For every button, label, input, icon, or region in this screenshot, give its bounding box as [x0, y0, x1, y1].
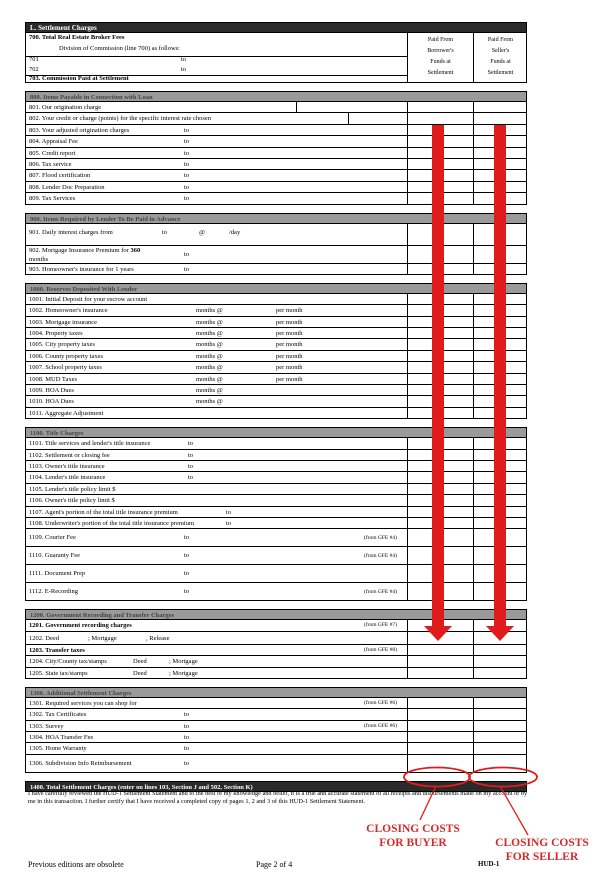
line-808: 808. Lender Doc Preparation to — [25, 182, 527, 193]
footer-page: Page 2 of 4 — [256, 860, 293, 869]
line-809: 809. Tax Services to — [25, 193, 527, 204]
line-1106: 1106. Owner's title policy limit $ — [25, 495, 527, 506]
line-1107: 1107. Agent's portion of the total title insurance premium to — [25, 507, 527, 518]
buyer-arrow-head — [424, 626, 452, 641]
line-1010: 1010. HOA Dues months @ — [25, 396, 527, 407]
seller-column-header: Paid From Seller's Funds at Settlement — [473, 33, 527, 82]
total-settlement-charges: 1400. Total Settlement Charges (enter on lines 103, Section J and 502, Section K) — [25, 781, 527, 792]
seller-annotation: CLOSING COSTS FOR SELLER — [495, 837, 589, 863]
line-802: 802. Your credit or charge (points) for the specific interest rate chosen — [25, 113, 527, 124]
line-1111: 1111. Document Prep to — [25, 565, 527, 583]
seller-pointer-line — [500, 786, 528, 835]
seller-arrow-head — [486, 626, 514, 641]
line-1004: 1004. Property taxes months @ per month — [25, 328, 527, 339]
line-1101: 1101. Title services and lender's title insurance to — [25, 438, 527, 449]
line-1102: 1102. Settlement or closing fee to — [25, 450, 527, 461]
line-1003: 1003. Mortgage insurance months @ per month — [25, 317, 527, 328]
buyer-pointer-line — [420, 786, 436, 820]
line-1007: 1007. School property taxes months @ per month — [25, 362, 527, 373]
line-1205: 1205. State tax/stamps Deed ; Mortgage — [25, 668, 527, 679]
line-1001: 1001. Initial Deposit for your escrow account — [25, 294, 527, 305]
line-1009: 1009. HOA Dues months @ — [25, 385, 527, 396]
seller-total-circle — [469, 768, 537, 787]
buyer-arrow-shaft — [432, 125, 444, 628]
line-1202: 1202. Deed ; Mortgage , Release — [25, 632, 527, 645]
buyer-annotation: CLOSING COSTS FOR BUYER — [366, 823, 460, 849]
section-700-title: 700. Total Real Estate Broker Fees — [29, 34, 125, 41]
line-1005: 1005. City property taxes months @ per month — [25, 339, 527, 350]
line-1303: 1303. Survey to (from GFE #6) — [25, 721, 527, 732]
line-1112: 1112. E-Recording to (from GFE #4) — [25, 583, 527, 601]
line-1302: 1302. Tax Certificates to — [25, 709, 527, 720]
section-900-header: 900. Items Required by Lender To Be Paid in Advance — [25, 213, 527, 224]
line-1002: 1002. Homeowner's insurance months @ per month — [25, 305, 527, 316]
line-1305: 1305. Home Warranty to — [25, 743, 527, 754]
section-700: 700. Total Real Estate Broker Fees Division of Commission (line 700) as follows: 701 to 702 to 703. Commission Paid at Settlement Paid From Borrower's Funds at Settlement Paid From Seller's Funds at Settlement — [25, 33, 527, 83]
borrower-column-header: Paid From Borrower's Funds at Settlement — [407, 33, 473, 82]
line-1109: 1109. Courier Fee to (from GFE #4) — [25, 529, 527, 547]
section-1000-header: 1000. Reserves Deposited With Lender — [25, 283, 527, 294]
certification-text: I have carefully reviewed the HUD-1 Settlement Statement and to the best of my knowledge and belief, it is a true and accurate statement of all receipts and disbursements made on my account or by me in this transaction. I further certify that I have received a completed copy of pages 1, 2 and 3 of this HUD-1 Settlement Statement. — [28, 790, 528, 805]
line-702: 702 — [29, 66, 39, 73]
line-1301: 1301. Required services you can shop for (from GFE #6) — [25, 698, 527, 709]
footer-left: Previous editions are obsolete — [28, 860, 124, 869]
line-801: 801. Our origination charge — [25, 102, 527, 113]
section-1300-header: 1300. Additional Settlement Charges — [25, 687, 527, 698]
line-1011: 1011. Aggregate Adjustment — [25, 408, 527, 419]
line-903: 903. Homeowner's insurance for 1 years to — [25, 264, 527, 275]
line-1110: 1110. Guaranty Fee to (from GFE #4) — [25, 547, 527, 565]
buyer-total-circle — [404, 768, 470, 787]
line-1103: 1103. Owner's title insurance to — [25, 461, 527, 472]
line-803: 803. Your adjusted origination charges to — [25, 125, 527, 136]
line-1108: 1108. Underwriter's portion of the total title insurance premium to — [25, 518, 527, 529]
line-1201: 1201. Government recording charges (from GFE #7) — [25, 620, 527, 631]
section-1200-header: 1200. Government Recording and Transfer Charges — [25, 609, 527, 620]
line-1203: 1203. Transfer taxes (from GFE #8) — [25, 645, 527, 656]
line-806: 806. Tax service to — [25, 159, 527, 170]
footer-form-id: HUD-1 — [478, 860, 500, 868]
line-1006: 1006. County property taxes months @ per month — [25, 351, 527, 362]
seller-arrow-shaft — [494, 125, 506, 628]
line-1008: 1008. MUD Taxes months @ per month — [25, 374, 527, 385]
line-1306: 1306. Subdivision Info Reimbursement to — [25, 755, 527, 773]
line-703: 703. Commission Paid at Settlement — [29, 75, 129, 82]
line-701: 701 — [29, 56, 39, 63]
division-text: Division of Commission (line 700) as follows: — [59, 45, 180, 52]
line-1204: 1204. City/County tax/stamps Deed ; Mortgage — [25, 656, 527, 667]
line-901: 901. Daily interest charges from to @ /day — [25, 224, 527, 246]
line-807: 807. Flood certification to — [25, 170, 527, 181]
section-1100-header: 1100. Title Charges — [25, 427, 527, 438]
line-1304: 1304. HOA Transfer Fee to — [25, 732, 527, 743]
line-902: 902. Mortgage Insurance Premium for 360 months to — [25, 246, 527, 264]
line-805: 805. Credit report to — [25, 148, 527, 159]
section-l-header: L. Settlement Charges — [25, 22, 527, 33]
line-1104: 1104. Lender's title insurance to — [25, 472, 527, 483]
line-804: 804. Appraisal Fee to — [25, 136, 527, 147]
line-1105: 1105. Lender's title policy limit $ — [25, 484, 527, 495]
section-800-header: 800. Items Payable in Connection with Loan — [25, 91, 527, 102]
